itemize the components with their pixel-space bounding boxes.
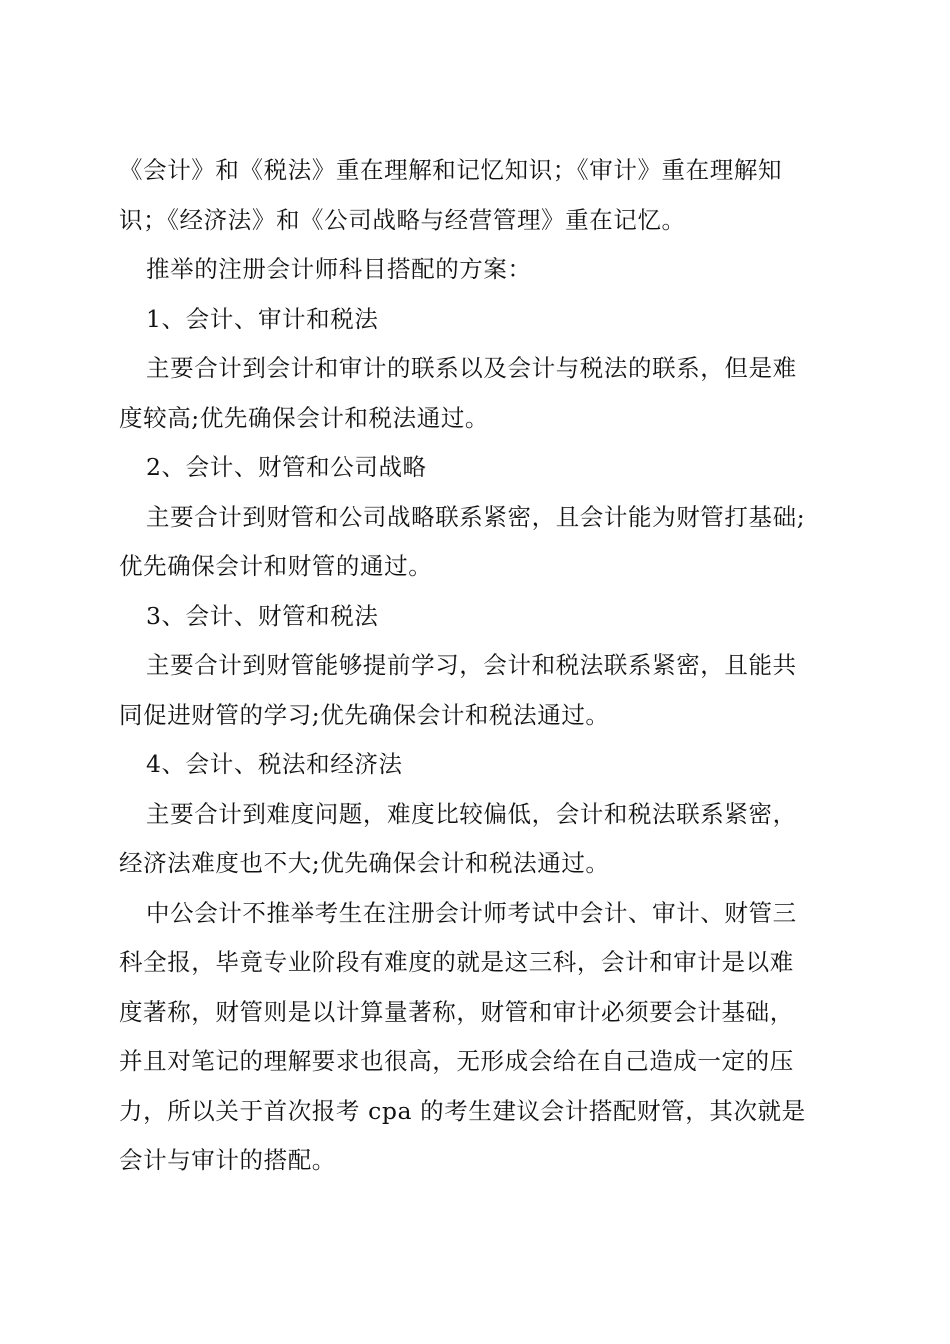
text-line: 优先确保会计和财管的通过。 bbox=[119, 552, 433, 580]
text-line: 会计与审计的搭配。 bbox=[119, 1146, 336, 1174]
document-body bbox=[119, 146, 839, 1186]
text-line: 识；《经济法》和《公司战略与经营管理》重在记忆。 bbox=[119, 205, 686, 234]
text-line: 中公会计不推举考生在注册会计师考试中会计、审计、财管三 bbox=[146, 898, 797, 927]
option-1-heading bbox=[119, 295, 839, 345]
option-3-heading bbox=[119, 592, 839, 642]
paragraph-conclusion bbox=[119, 889, 839, 1186]
paragraph-subject-focus bbox=[119, 146, 839, 245]
text-line: 《会计》和《税法》重在理解和记忆知识；《审计》重在理解知 bbox=[119, 156, 783, 184]
option-3-description bbox=[119, 641, 839, 740]
text-line: 2、会计、财管和公司战略 bbox=[146, 453, 427, 481]
text-line: 同促进财管的学习;优先确保会计和税法通过。 bbox=[119, 700, 610, 729]
option-2-heading bbox=[119, 443, 839, 493]
text-line: 主要合计到会计和审计的联系以及会计与税法的联系，但是难 bbox=[146, 354, 797, 382]
text-line: 4、会计、税法和经济法 bbox=[146, 750, 403, 778]
text-line: 推举的注册会计师科目搭配的方案： bbox=[146, 255, 532, 283]
paragraph-recommendation-intro bbox=[119, 245, 839, 295]
text-line: 主要合计到财管能够提前学习，会计和税法联系紧密，且能共 bbox=[146, 651, 797, 679]
option-1-description bbox=[119, 344, 839, 443]
text-line: 力，所以关于首次报考 cpa 的考生建议会计搭配财管，其次就是 bbox=[119, 1096, 806, 1125]
text-line: 科全报，毕竟专业阶段有难度的就是这三科，会计和审计是以难 bbox=[119, 948, 794, 976]
text-line: 并且对笔记的理解要求也很高，无形成会给在自己造成一定的压 bbox=[119, 1047, 794, 1075]
text-line: 3、会计、财管和税法 bbox=[146, 601, 379, 630]
text-line: 主要合计到难度问题，难度比较偏低，会计和税法联系紧密， bbox=[146, 799, 797, 828]
text-line: 度较高;优先确保会计和税法通过。 bbox=[119, 403, 490, 432]
text-line: 度著称，财管则是以计算量著称，财管和审计必须要会计基础， bbox=[119, 997, 794, 1026]
text-line: 主要合计到财管和公司战略联系紧密，且会计能为财管打基础; bbox=[146, 502, 806, 531]
text-line: 1、会计、审计和税法 bbox=[146, 304, 379, 333]
option-2-description bbox=[119, 493, 839, 592]
option-4-heading bbox=[119, 740, 839, 790]
option-4-description bbox=[119, 790, 839, 889]
text-line: 经济法难度也不大;优先确保会计和税法通过。 bbox=[119, 849, 610, 877]
